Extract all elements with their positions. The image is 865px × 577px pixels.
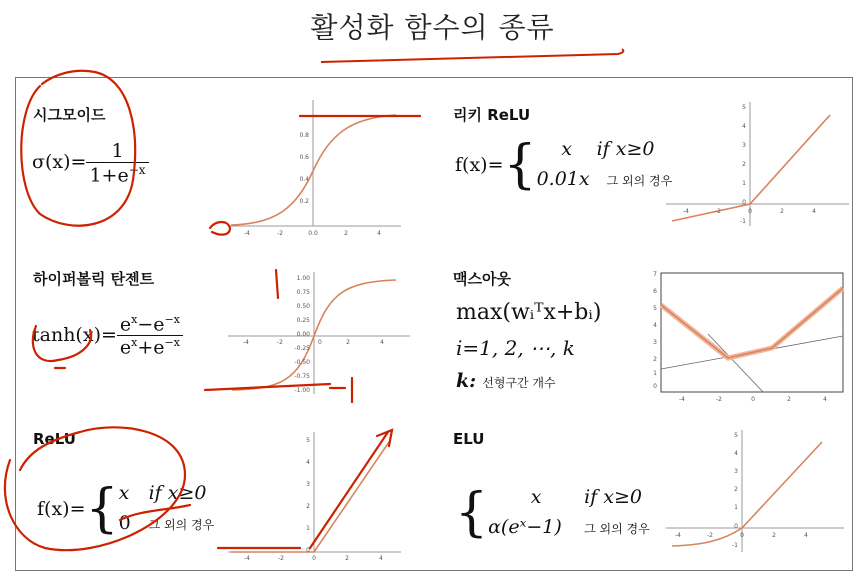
elu-ytick: 5 xyxy=(734,432,738,439)
maxout-ytick: 5 xyxy=(653,305,657,312)
elu-ytick: 4 xyxy=(734,450,738,457)
leaky-relu-xtick: 0 xyxy=(748,208,752,215)
sigmoid-ytick: 0.6 xyxy=(299,154,309,161)
relu-case2-value: 0 xyxy=(118,512,131,534)
sigmoid-xtick: -2 xyxy=(277,230,283,237)
relu-ytick: 2 xyxy=(306,503,310,510)
maxout-k-symbol: k: xyxy=(456,370,477,392)
maxout-ytick: 3 xyxy=(653,339,657,346)
tanh-ytick: 0.00 xyxy=(296,331,310,338)
tanh-ytick: -0.50 xyxy=(294,359,310,366)
leaky-relu-case1-cond: if x≥0 xyxy=(596,138,655,160)
elu-xtick: 0 xyxy=(740,532,744,539)
maxout-k-desc: 선형구간 개수 xyxy=(482,376,556,390)
leaky-relu-ytick: -1 xyxy=(740,218,746,225)
sigmoid-xtick: 2 xyxy=(344,230,348,237)
leaky-relu-ytick: 1 xyxy=(742,180,746,187)
tanh-chart xyxy=(224,268,414,398)
title-underline xyxy=(318,48,628,68)
tanh-title: 하이퍼볼릭 탄젠트 xyxy=(33,270,155,288)
elu-case1-cond: if x≥0 xyxy=(584,486,642,508)
elu-case2-value: α(eˣ−1) xyxy=(488,516,562,538)
tanh-xtick: -4 xyxy=(243,339,249,346)
elu-case2-cond: 그 외의 경우 xyxy=(584,522,650,536)
maxout-ytick: 7 xyxy=(653,271,657,278)
elu-ytick: 2 xyxy=(734,486,738,493)
leaky-relu-xtick: -4 xyxy=(683,208,689,215)
tanh-num-a-exp: x xyxy=(131,313,138,326)
maxout-line2: i=1, 2, ⋯, k xyxy=(456,336,575,360)
relu-case2-cond: 그 외의 경우 xyxy=(148,518,215,532)
sigmoid-title: 시그모이드 xyxy=(33,106,106,124)
tanh-num-a: e xyxy=(119,313,132,336)
tanh-ytick: 1.00 xyxy=(296,275,310,282)
tanh-num-op: −e xyxy=(137,313,165,336)
page-title: 활성화 함수의 종류 xyxy=(310,11,555,44)
elu-xtick: -4 xyxy=(675,532,681,539)
leaky-relu-case2-cond: 그 외의 경우 xyxy=(606,174,673,188)
tanh-ytick: 0.25 xyxy=(296,317,310,324)
leaky-relu-xtick: 2 xyxy=(780,208,784,215)
elu-ytick: 3 xyxy=(734,468,738,475)
relu-ytick: 4 xyxy=(306,459,310,466)
relu-ytick: 5 xyxy=(306,437,310,444)
tanh-ytick: -1.00 xyxy=(294,387,310,394)
maxout-title: 맥스아웃 xyxy=(453,270,511,288)
sigmoid-xtick: 0.0 xyxy=(308,230,318,237)
tanh-den-a: e xyxy=(119,336,132,359)
tanh-lhs: tanh(x)= xyxy=(32,323,117,346)
sigmoid-denominator-base: 1+e xyxy=(89,164,129,187)
elu-case1-value: x xyxy=(530,486,542,508)
maxout-xtick: 4 xyxy=(823,396,827,403)
tanh-xtick: 0 xyxy=(318,339,322,346)
maxout-ytick: 0 xyxy=(653,383,657,390)
tanh-den-b-exp: −x xyxy=(164,336,180,350)
sigmoid-formula xyxy=(32,140,149,186)
maxout-xtick: 2 xyxy=(787,396,791,403)
tanh-xtick: -2 xyxy=(277,339,283,346)
relu-title: ReLU xyxy=(33,430,76,448)
leaky-relu-lhs: f(x)= xyxy=(455,154,504,176)
maxout-ytick: 2 xyxy=(653,356,657,363)
tanh-xtick: 4 xyxy=(380,339,384,346)
elu-ytick: 1 xyxy=(734,504,738,511)
elu-chart xyxy=(664,428,849,558)
relu-case1-cond: if x≥0 xyxy=(148,482,207,504)
sigmoid-xtick: 4 xyxy=(377,230,381,237)
sigmoid-xtick: -4 xyxy=(244,230,250,237)
tanh-num-b-exp: −x xyxy=(164,313,180,326)
sigmoid-ytick: 0.2 xyxy=(299,198,309,205)
relu-xtick: -4 xyxy=(244,555,250,562)
relu-chart xyxy=(226,428,406,563)
relu-ytick: 1 xyxy=(306,525,310,532)
tanh-ytick: 0.50 xyxy=(296,303,310,310)
elu-ytick: 0 xyxy=(734,523,738,530)
tanh-ytick: -0.75 xyxy=(294,373,310,380)
relu-xtick: 4 xyxy=(379,555,383,562)
sigmoid-lhs: σ(x)= xyxy=(32,151,87,174)
maxout-chart xyxy=(648,270,848,410)
leaky-relu-formula: f(x)={ x if x≥0 0.01x 그 외의 경우 xyxy=(455,135,673,195)
relu-formula: f(x)={ x if x≥0 0 그 외의 경우 xyxy=(37,479,215,539)
tanh-ytick: 0.75 xyxy=(296,289,310,296)
relu-ytick: 3 xyxy=(306,481,310,488)
maxout-ytick: 6 xyxy=(653,288,657,295)
elu-ytick: -1 xyxy=(732,542,738,549)
sigmoid-numerator: 1 xyxy=(111,140,124,162)
leaky-relu-xtick: 4 xyxy=(812,208,816,215)
maxout-line1: max(wᵢᵀx+bᵢ) xyxy=(456,300,602,325)
tanh-den-op: +e xyxy=(137,336,165,359)
sigmoid-ytick: 0.4 xyxy=(299,176,309,183)
leaky-relu-ytick: 4 xyxy=(742,123,746,130)
leaky-relu-title: 리키 ReLU xyxy=(453,106,531,124)
leaky-relu-case2-value: 0.01x xyxy=(536,168,590,190)
elu-xtick: 4 xyxy=(804,532,808,539)
maxout-xtick: -4 xyxy=(679,396,685,403)
tanh-xtick: 2 xyxy=(346,339,350,346)
elu-formula: { x if x≥0 α(eˣ−1) 그 외의 경우 xyxy=(455,483,650,543)
relu-xtick: 0 xyxy=(312,555,316,562)
leaky-relu-ytick: 5 xyxy=(742,104,746,111)
leaky-relu-ytick: 0 xyxy=(742,199,746,206)
tanh-formula xyxy=(32,313,183,359)
leaky-relu-chart xyxy=(664,100,854,230)
relu-ytick: 0 xyxy=(306,547,310,554)
maxout-xtick: 0 xyxy=(751,396,755,403)
relu-xtick: -2 xyxy=(278,555,284,562)
relu-xtick: 2 xyxy=(345,555,349,562)
leaky-relu-xtick: -2 xyxy=(715,208,721,215)
maxout-line3 xyxy=(456,370,556,392)
leaky-relu-case1-value: x xyxy=(561,138,572,160)
relu-case1-value: x xyxy=(118,482,130,504)
maxout-xtick: -2 xyxy=(716,396,722,403)
maxout-ytick: 4 xyxy=(653,322,657,329)
leaky-relu-ytick: 3 xyxy=(742,142,746,149)
relu-lhs: f(x)= xyxy=(37,498,86,520)
elu-title: ELU xyxy=(453,430,485,448)
elu-xtick: -2 xyxy=(707,532,713,539)
elu-xtick: 2 xyxy=(772,532,776,539)
tanh-ytick: -0.25 xyxy=(294,345,310,352)
sigmoid-ytick: 0.8 xyxy=(299,132,309,139)
tanh-den-a-exp: x xyxy=(131,336,138,350)
sigmoid-chart xyxy=(226,98,406,238)
maxout-ytick: 1 xyxy=(653,370,657,377)
leaky-relu-ytick: 2 xyxy=(742,161,746,168)
sigmoid-denominator-exp: −x xyxy=(128,163,146,177)
